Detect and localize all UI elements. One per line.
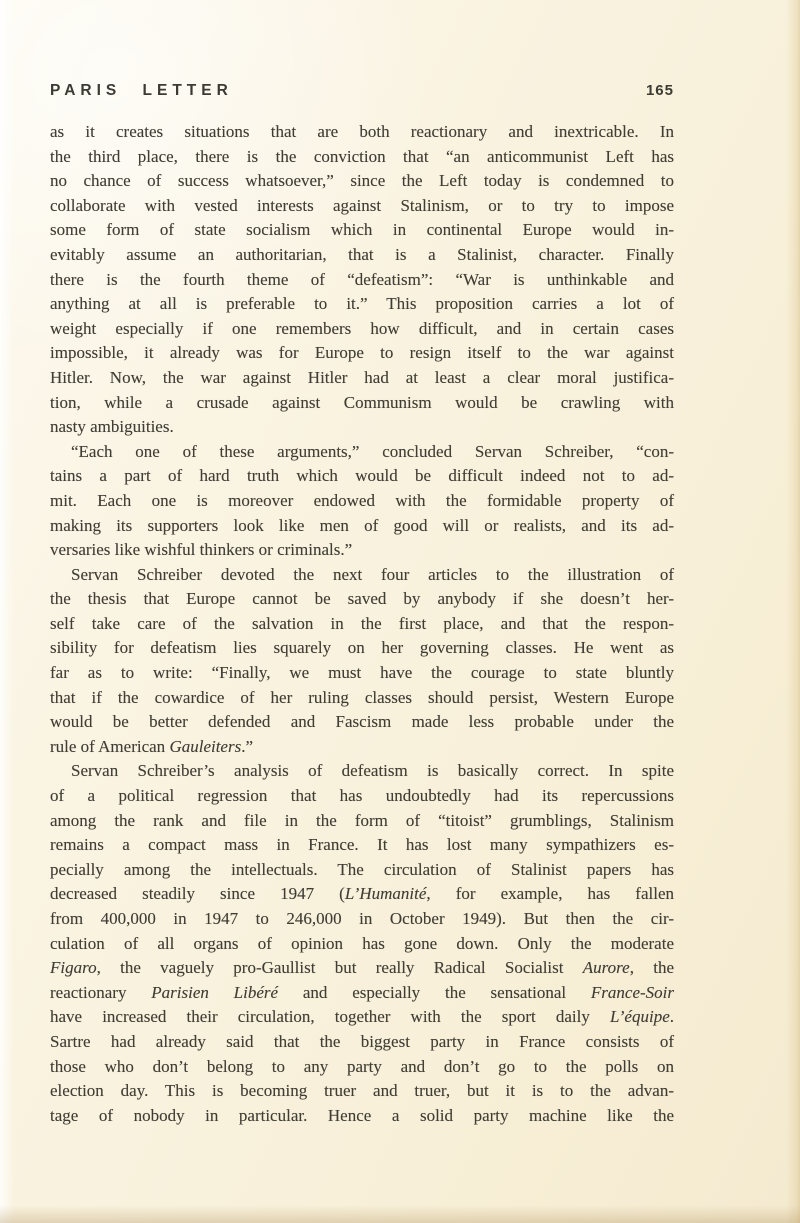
text-line: Figaro, the vaguely pro-Gaullist but really Radical Socialist Aurore, the [50,958,674,978]
text-line: the third place, there is the conviction that “an anticommunist Left has [50,146,674,166]
text-line: tains a part of hard truth which would be difficult indeed not to ad- [50,466,674,486]
text-line: among the rank and file in the form of “titoist” grumblings, Stalinism [50,810,674,830]
italic-text: Aurore [582,958,630,978]
text-line: culation of all organs of opinion has gone down. Only the moderate [50,933,674,953]
text-line: some form of state socialism which in continental Europe would in- [50,220,674,240]
italic-text: Figaro [50,958,97,978]
text-line: those who don’t belong to any party and don’t go to the polls on [50,1056,674,1076]
running-header [50,82,674,100]
text-line: election day. This is becoming truer and truer, but it is to the advan- [50,1081,674,1101]
text-line: making its supporters look like men of good will or realists, and its ad- [50,515,674,535]
text-line: as it creates situations that are both reactionary and inextricable. In [50,122,674,141]
text-line: have increased their circulation, together with the sport daily L’équipe. [50,1007,674,1027]
page-number: 165 [645,82,674,99]
text-line: anything at all is preferable to it.” This proposition carries a lot of [50,294,674,314]
text-line: decreased steadily since 1947 (L’Humanité, for example, has fallen [50,884,674,904]
text-line: tage of nobody in particular. Hence a solid party machine like the [50,1105,674,1125]
text-line: of a political regression that has undoubtedly had its repercussions [50,786,674,806]
text-line: “Each one of these arguments,” concluded Servan Schreiber, “con- [71,441,674,461]
text-line: remains a compact mass in France. It has lost many sympathizers es- [50,835,674,855]
text-line: tion, while a crusade against Communism would be crawling with [50,392,674,412]
text-line: impossible, it already was for Europe to resign itself to the war against [50,343,674,363]
text-line: evitably assume an authoritarian, that is a Stalinist, character. Finally [50,244,674,264]
page-bottom-edge [0,1205,800,1223]
text-line: Servan Schreiber devoted the next four articles to the illustration of [71,564,674,584]
text-line: collaborate with vested interests against Stalinism, or to try to impose [50,195,674,215]
italic-text: L’équipe [609,1007,670,1027]
paragraph [50,759,674,1128]
text-line: no chance of success whatsoever,” since the Left today is condemned to [50,171,674,191]
paragraph [50,120,674,440]
text-line: Servan Schreiber’s analysis of defeatism is basically correct. In spite [71,761,674,781]
paragraph [50,563,674,760]
italic-text: Parisien Libéré [151,982,279,1002]
paragraph [50,440,674,563]
text-line: would be better defended and Fascism made less probable under the [50,712,674,732]
italic-text: Gauleiters [169,736,242,756]
text-line: Sartre had already said that the biggest party in France consists of [50,1031,674,1051]
text-line: nasty ambiguities. [50,417,174,437]
text-line: mit. Each one is moreover endowed with the formidable property of [50,490,674,510]
text-line: sibility for defeatism lies squarely on her governing classes. He went as [50,638,674,658]
body-text [50,120,674,1128]
text-line: pecially among the intellectuals. The circulation of Stalinist papers has [50,859,674,879]
text-line: the thesis that Europe cannot be saved by anybody if she doesn’t her- [50,589,674,609]
running-head-title: PARIS LETTER [50,82,233,99]
text-line: reactionary Parisien Libéré and especially the sensational France-Soir [50,982,674,1002]
text-line: Hitler. Now, the war against Hitler had at least a clear moral justifica- [50,367,674,387]
italic-text: France-Soir [590,982,674,1002]
text-line: versaries like wishful thinkers or criminals.” [50,540,353,560]
italic-text: L’Humanité [344,884,427,904]
text-line: there is the fourth theme of “defeatism”: “War is unthinkable and [50,269,674,289]
text-line: that if the cowardice of her ruling classes should persist, Western Europe [50,687,674,707]
text-line: far as to write: “Finally, we must have the courage to state bluntly [50,663,674,683]
text-line: self take care of the salvation in the first place, and that the respon- [50,613,674,633]
text-line: weight especially if one remembers how difficult, and in certain cases [50,318,674,338]
text-line: from 400,000 in 1947 to 246,000 in October 1949). But then the cir- [50,909,674,928]
page-left-edge [0,0,14,1223]
page-right-edge [786,0,800,1223]
text-line: rule of American Gauleiters.” [50,736,254,756]
